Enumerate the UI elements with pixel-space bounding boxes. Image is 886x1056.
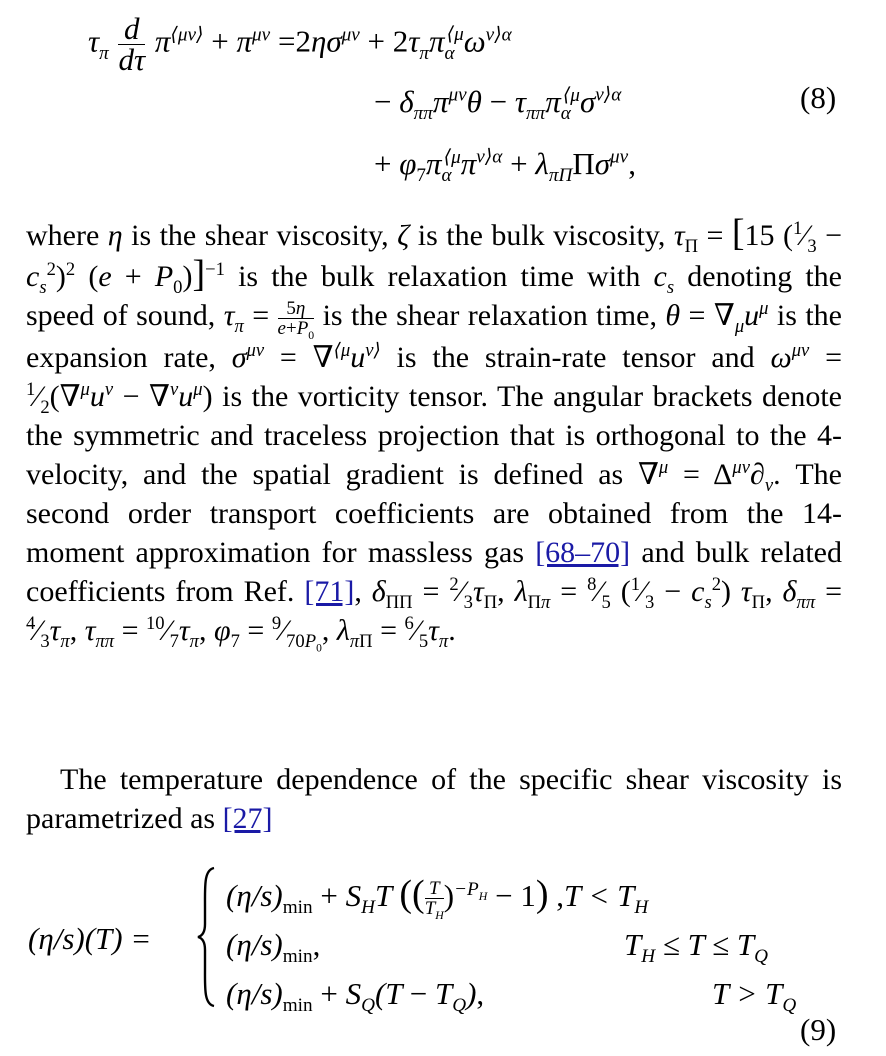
body-paragraph-2: The temperature dependence of the specific shear viscosity is parametrized as [27] — [26, 763, 842, 835]
equation-8-line-3: + $\varphi_7\pi_\alpha^{⟨\mu}\pi^{\nu⟩\alpha} + \lambda_{\pi\Pi}\Pi\sigma^{\mu\nu}$, — [374, 146, 636, 187]
equation-9-number: (9) — [800, 1012, 837, 1047]
citation-71[interactable]: [71] — [304, 574, 355, 608]
equation-9-lhs: (η/s)(T) = — [28, 921, 152, 956]
body-paragraph-1: where η is the shear viscosity, ζ is the bulk viscosity, $\tau_\Pi = [15$ $(^1⁄_3 - c_s^2)^2$ $(e + P_0)]^{-1}$ is the bulk relaxation time with $c_s$ denoting the speed of sound, $\tau_\pi$ = $\frac{5\eta}{e+P_0}$ is the shear relaxation time, $\theta = \nabla_\mu u^\mu$ is the expansion rate, $\sigma^{\mu\nu} = \nabla^{⟨\mu}u^{\nu⟩}$ is the strain-rate tensor and $\omega^{\mu\nu}$ = $^1⁄_2(\nabla^\mu u^\nu - \nabla^\nu u^\mu)$ is the vorticity tensor. The angular brackets denote the symmetric and traceless projection that is orthogonal to the 4-velocity, and the spatial gradient is defined as $\nabla^\mu = \Delta^{\mu\nu}\partial_\nu$. The second order transport coefficients are obtained from the 14-moment approximation for massless gas [68–70] and bulk related coefficients from Ref. [71], $\delta_{\Pi\Pi}$ = $^2⁄_3\tau_\Pi$, $\lambda_{\Pi\pi}$ = $^8⁄_5$ $(^1⁄_3 - c_s^2)$ $\tau_\Pi$, $\delta_{\pi\pi}$ = $^4⁄_3\tau_\pi$, $\tau_{\pi\pi}$ = $^{10}⁄_7\tau_\pi$, $\varphi_7$ = $^9⁄_{70P_0}$, $\lambda_{\pi\Pi}$ = $^6⁄_5\tau_\pi$. — [26, 212, 843, 655]
equation-8-line-1: $\tau_\pi$ $\frac{d}{d\tau}$ $\pi^{⟨\mu\nu⟩} + \pi^{\mu\nu} =2\eta\sigma^{\mu\nu} + 2\tau_\pi\pi_\alpha^{⟨\mu}\omega^{\nu⟩\alpha}$ — [88, 11, 512, 77]
equation-8-line-2: − $\delta_{\pi\pi}\pi^{\mu\nu}\theta - \tau_{\pi\pi}\pi_\alpha^{⟨\mu}\sigma^{\nu⟩\alpha}$ — [374, 84, 622, 125]
equation-9-case-3-expr: $(\eta/s)_{min} + S_Q(T - T_Q)$, — [226, 976, 485, 1017]
citation-27[interactable]: [27] — [222, 802, 273, 835]
equation-8-number: (8) — [800, 80, 837, 115]
equation-9-case-1: $(\eta/s)_{min} + S_HT$ (( $\frac{T}{T_H}$ )$^{-P_H}$ − 1) $,T < T_H$ — [226, 873, 649, 923]
left-brace-icon — [196, 866, 216, 1008]
equation-9-case-3-cond: $T > T_Q$ — [712, 976, 797, 1017]
equation-9-case-2-cond: $T_H \le T \le T_Q$ — [624, 927, 768, 968]
citation-68-70[interactable]: [68–70] — [535, 535, 631, 569]
equation-9-case-2-expr: $(\eta/s)_{min}$, — [226, 927, 321, 968]
